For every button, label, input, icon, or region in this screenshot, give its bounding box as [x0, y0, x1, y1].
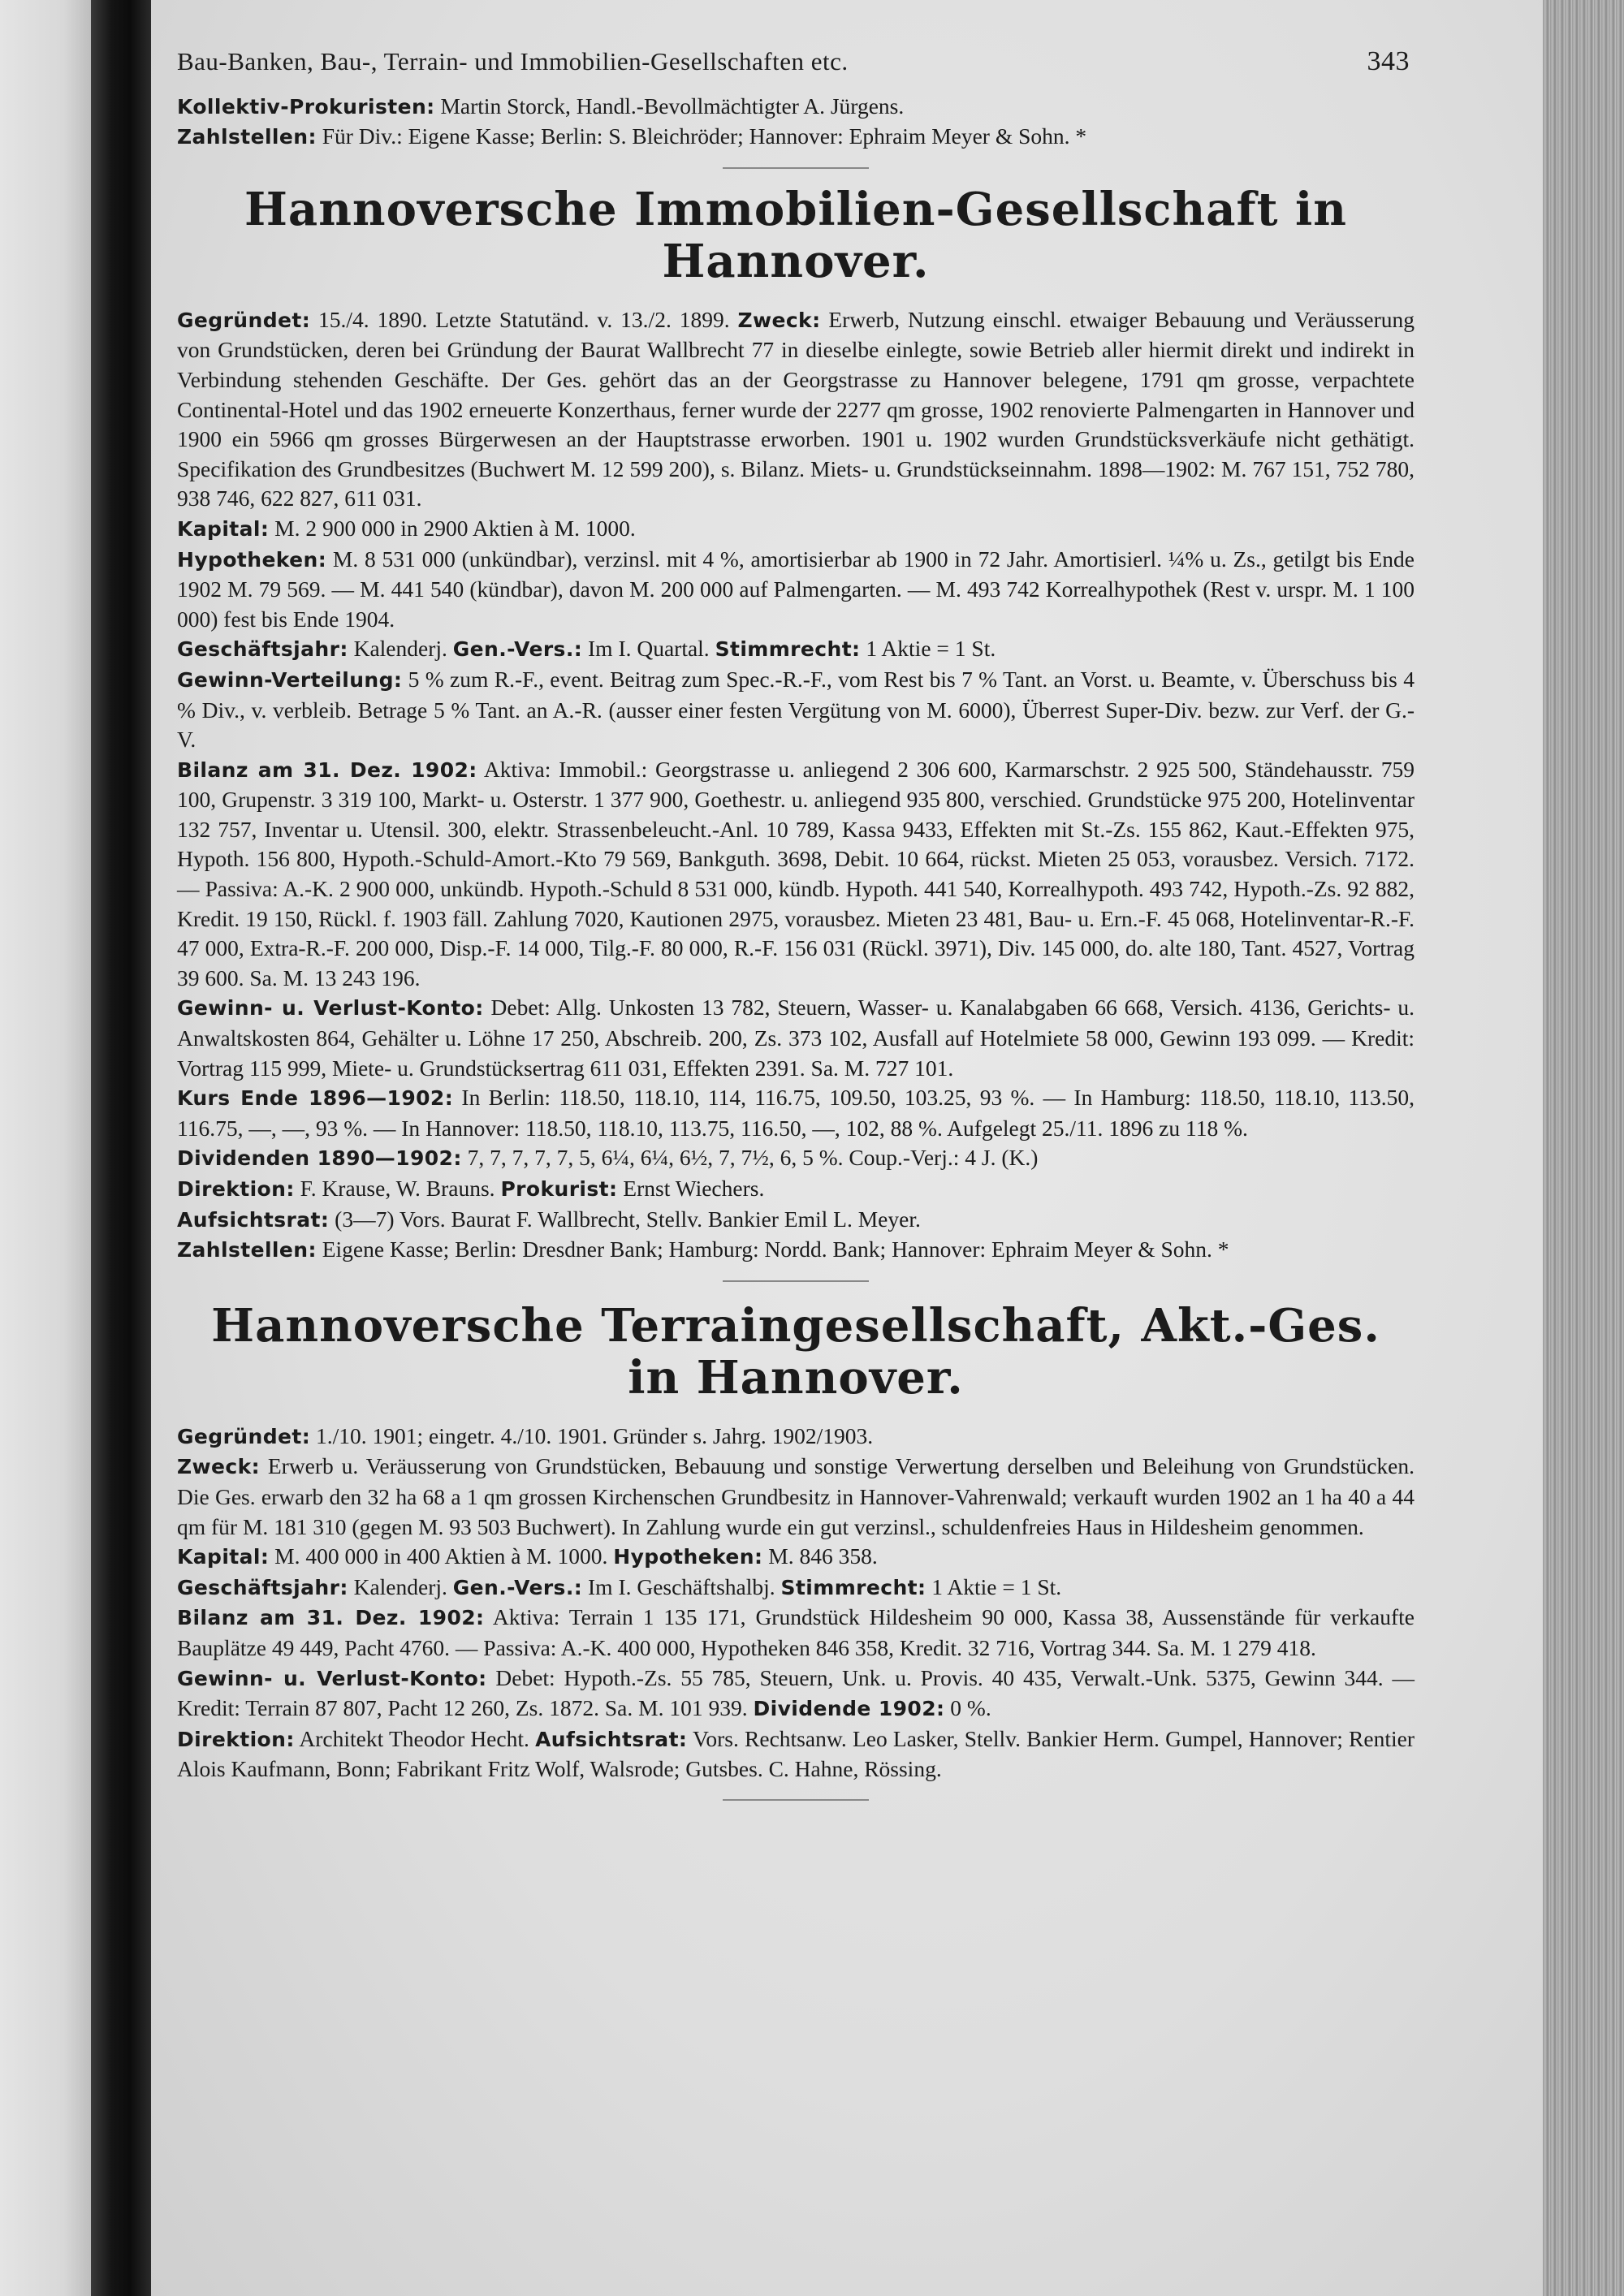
running-head: [177, 47, 1415, 77]
company-title: Hannoversche Immobilien-Gesellschaft in Hannover.: [244, 182, 1347, 288]
entry-paragraph-purpose: Zweck: Erwerb u. Veräusserung von Grundstücken, Bebauung und sonstige Verwertung derselben und Beleihung von Grundstücken. Die Ges. erwarb den 32 ha 68 a 1 qm grossen Kirchenschen Grundbesitz in Hannover-Vahrenwald; verkauft wurden 1902 an 1 ha 40 a 44 qm für M. 181 310 (gegen M. 93 503 Buchwert). In Zahlung wurde ein gut verzinsl., schuldenfreies Haus in Hildesheim genommen.: [177, 1453, 1415, 1539]
company-entry-immobilien: [177, 183, 1415, 1266]
page-content: [177, 47, 1415, 1815]
entry-paragraph-business-year: Geschäftsjahr: Kalenderj. Gen.-Vers.: Im I. Quartal. Stimmrecht: 1 Aktie = 1 St.: [177, 636, 996, 662]
entry-paragraph-business-year: Geschäftsjahr: Kalenderj. Gen.-Vers.: Im I. Geschäftshalbj. Stimmrecht: 1 Aktie = 1 St.: [177, 1573, 1062, 1599]
previous-entry-fragment: [177, 92, 1415, 153]
entry-paragraph-founded: Gegründet: 15./4. 1890. Letzte Statutänd. v. 13./2. 1899. Zweck: Erwerb, Nutzung einschl. etwaiger Bebauung und Veräusserung von Grundstücken, deren bei Gründung der Baurat Wallbrecht 77 in dieselbe einlegte, sowie Betrieb aller hiermit direkt und indirekt in Verbindung stehenden Geschäfte. Der Ges. gehört das an der Georgstrasse zu Hannover belegene, 1791 qm grosse, verpachtete Continental-Hotel und das 1902 erneuerte Konzerthaus, ferner wurde der 2277 qm grosse, 1902 renovierte Palmengarten in Hannover und 1900 ein 5966 qm grosses Bürgerwesen an der Hauptstrasse erworben. 1901 u. 1902 wurden Grundstücksverkäufe nicht gethätigt. Specifikation des Grundbesitzes (Buchwert M. 12 599 200), s. Bilanz. Miets- u. Grundstückseinnahm. 1898—1902: M. 767 151, 752 780, 938 746, 622 827, 611 031.: [177, 306, 1415, 511]
entry-paragraph-paying-agents: Zahlstellen: Eigene Kasse; Berlin: Dresdner Bank; Hamburg: Nordd. Bank; Hannover: Ephraim Meyer & Sohn. *: [177, 1236, 1229, 1262]
entry-line: Kollektiv-Prokuristen: Martin Storck, Handl.-Bevollmächtigter A. Jürgens.: [177, 93, 905, 119]
adjacent-page-edge: [0, 0, 91, 2296]
entry-paragraph-profit-loss: Gewinn- u. Verlust-Konto: Debet: Hypoth.-Zs. 55 785, Steuern, Unk. u. Provis. 40 435, Verwalt.-Unk. 5375, Gewinn 344. — Kredit: Terrain 87 807, Pacht 12 260, Zs. 1872. Sa. M. 101 939. Dividende 1902: 0 %.: [177, 1664, 1415, 1721]
separator-rule: [723, 1280, 869, 1282]
company-title: Hannoversche Terraingesellschaft, Akt.-Ges. in Hannover.: [211, 1298, 1380, 1405]
entry-paragraph-supervisory-board: Aufsichtsrat: (3—7) Vors. Baurat F. Wallbrecht, Stellv. Bankier Emil L. Meyer.: [177, 1206, 921, 1232]
book-binding: [91, 0, 151, 2296]
entry-paragraph-profit-loss: Gewinn- u. Verlust-Konto: Debet: Allg. Unkosten 13 782, Steuern, Wasser- u. Kanalabgaben 66 668, Versich. 4136, Gerichts- u. Anwaltskosten 864, Gehälter u. Löhne 17 250, Abschreib. 200, Zs. 373 102, Ausfall auf Hotelmiete 58 000, Gewinn 193 099. — Kredit: Vortrag 115 999, Miete- u. Grundstücksertrag 611 031, Effekten 2391. Sa. M. 727 101.: [177, 995, 1415, 1081]
entry-paragraph-balance-sheet: Bilanz am 31. Dez. 1902: Aktiva: Immobil.: Georgstrasse u. anliegend 2 306 600, Karmarschstr. 2 925 500, Ständehausstr. 759 100, Grupenstr. 3 319 100, Markt- u. Osterstr. 1 377 900, Goethestr. u. anliegend 935 800, verschied. Grundstücke 975 200, Hotelinventar 132 757, Inventar u. Utensil. 300, elektr. Strassenbeleucht.-Anl. 10 789, Kassa 9433, Effekten mit St.-Zs. 155 862, Kaut.-Effekten 975, Hypoth. 156 800, Hypoth.-Schuld-Amort.-Kto 79 569, Bankguth. 3698, Debit. 10 664, rückst. Mieten 25 053, vorausbez. Versich. 7172. — Passiva: A.-K. 2 900 000, unkündb. Hypoth.-Schuld 8 531 000, kündb. Hypoth. 441 540, Korrealhypoth. 493 742, Hypoth.-Zs. 92 882, Kredit. 19 150, Rückl. f. 1903 fäll. Zahlung 7020, Kautionen 2975, vorausbez. Mieten 23 481, Bau- u. Ern.-F. 45 068, Hotelinventar-R.-F. 47 000, Extra-R.-F. 200 000, Disp.-F. 14 000, Tilg.-F. 80 000, R.-F. 156 031 (Rückl. 3971), Div. 145 000, do. alte 180, Tant. 4527, Vortrag 39 600. Sa. M. 13 243 196.: [177, 756, 1415, 990]
entry-paragraph-management: Direktion: F. Krause, W. Brauns. Prokurist: Ernst Wiechers.: [177, 1176, 765, 1201]
page-number: 343: [1367, 46, 1410, 76]
entry-paragraph-capital: Kapital: M. 2 900 000 in 2900 Aktien à M. 1000.: [177, 515, 636, 541]
page-stack-edge: [1543, 0, 1624, 2296]
entry-paragraph-founded: Gegründet: 1./10. 1901; eingetr. 4./10. 1901. Gründer s. Jahrg. 1902/1903.: [177, 1422, 874, 1448]
entry-paragraph-capital: Kapital: M. 400 000 in 400 Aktien à M. 1000. Hypotheken: M. 846 358.: [177, 1543, 878, 1569]
entry-paragraph-balance-sheet: Bilanz am 31. Dez. 1902: Aktiva: Terrain 1 135 171, Grundstück Hildesheim 90 000, Kassa 38, Aussenstände für verkaufte Bauplätze 49 449, Pacht 4760. — Passiva: A.-K. 400 000, Hypotheken 846 358, Kredit. 32 716, Vortrag 344. Sa. M. 1 279 418.: [177, 1604, 1415, 1660]
entry-paragraph-management: Direktion: Architekt Theodor Hecht. Aufsichtsrat: Vors. Rechtsanw. Leo Lasker, Stellv. Bankier Herm. Gumpel, Hannover; Rentier Alois Kaufmann, Bonn; Fabrikant Fritz Wolf, Walsrode; Gutsbes. C. Hahne, Rössing.: [177, 1725, 1415, 1782]
entry-line: Zahlstellen: Für Div.: Eigene Kasse; Berlin: S. Bleichröder; Hannover: Ephraim Meyer & Sohn. *: [177, 123, 1087, 149]
company-entry-terrain: [177, 1300, 1415, 1785]
entry-paragraph-dividends: Dividenden 1890—1902: 7, 7, 7, 7, 7, 5, 6¼, 6¼, 6½, 7, 7½, 6, 5 %. Coup.-Verj.: 4 J. (K.): [177, 1145, 1039, 1171]
entry-paragraph-share-prices: Kurs Ende 1896—1902: In Berlin: 118.50, 118.10, 114, 116.75, 109.50, 103.25, 93 %. — In Hamburg: 118.50, 118.10, 113.50, 116.75, —, —, 93 %. — In Hannover: 118.50, 118.10, 113.75, 116.50, —, 102, 88 %. Aufgelegt 25./11. 1896 zu 118 %.: [177, 1085, 1415, 1141]
entry-paragraph-mortgages: Hypotheken: M. 8 531 000 (unkündbar), verzinsl. mit 4 %, amortisierbar ab 1900 in 72 Jahr. Amortisierl. ¼% u. Zs., getilgt bis Ende 1902 M. 79 569. — M. 441 540 (kündbar), davon M. 200 000 auf Palmengarten. — M. 493 742 Korrealhypothek (Rest v. urspr. M. 1 100 000) fest bis Ende 1904.: [177, 546, 1415, 632]
separator-rule: [723, 1799, 869, 1801]
entry-paragraph-profit-distribution: Gewinn-Verteilung: 5 % zum R.-F., event. Beitrag zum Spec.-R.-F., vom Rest bis 7 % Tant. an Vorst. u. Beamte, v. Überschuss bis 4 % Div., v. verbleib. Betrage 5 % Tant. an A.-R. (ausser einer festen Vergütung von M. 6000), Überrest Super-Div. bezw. zur Verf. der G.-V.: [177, 666, 1415, 753]
separator-rule: [723, 167, 869, 169]
running-head-title: Bau-Banken, Bau-, Terrain- und Immobilien-Gesellschaften etc.: [177, 47, 849, 76]
